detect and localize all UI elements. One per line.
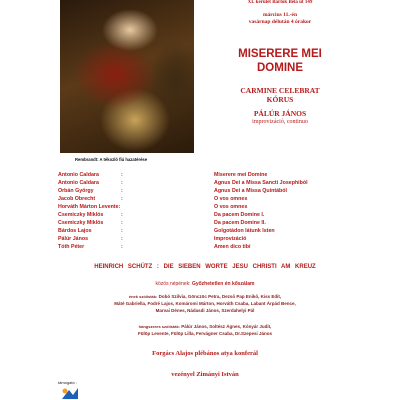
program-separator: : <box>121 188 123 195</box>
program-separator: : <box>121 196 123 203</box>
program-work: Da pacem Domine I. <box>214 212 265 219</box>
program-work: Improvizáció <box>214 236 247 243</box>
program-composer: Csemiczky Miklós <box>58 220 104 227</box>
program-composer: Antonio Caldara <box>58 180 99 187</box>
rembrandt-painting <box>60 0 194 153</box>
program-composer: Orbán György <box>58 188 94 195</box>
program-composer: Bárdos Lajos <box>58 228 92 235</box>
concert-title <box>205 47 355 75</box>
sponsor-logo <box>59 386 81 400</box>
pastor-line: Forgács Alajos plébános atya konferál <box>152 350 258 357</box>
program-work: Agnus Dei a Missa Quintából <box>214 188 287 195</box>
event-datetime <box>205 12 355 26</box>
conductor-line: vezényel Zimányi István <box>171 371 239 378</box>
program-separator: : <box>121 220 123 227</box>
program-work: Da pacem Domine II. <box>214 220 266 227</box>
title-line2: DOMINE <box>257 62 303 74</box>
program-row <box>58 179 358 187</box>
program-work: Agnus Dei a Missa Sancti Josephiból <box>214 180 308 187</box>
vocal-soloists-label: ének szólisták: <box>128 294 158 299</box>
program-row <box>58 227 358 235</box>
common-hymn-prefix: közös népének: <box>155 281 191 287</box>
program-separator: : <box>121 180 123 187</box>
program-separator: : <box>121 172 123 178</box>
instrumental-soloists-label: hangszeres szólisták: <box>138 324 181 329</box>
event-date: március 11.-én <box>262 12 298 18</box>
vocal-soloists-line3: Marvai Dénes, Nádasdi János, Szerdahelyi Pál <box>155 308 255 313</box>
program-row <box>58 211 358 219</box>
program-composer: Pálúr János <box>58 236 89 243</box>
program-work: Amen dico tibi <box>214 244 251 251</box>
performer <box>205 109 355 127</box>
schutz-work-line: HEINRICH SCHÜTZ : DIE SIEBEN WORTE JESU CHRISTI AM KREUZ <box>94 264 316 270</box>
program-row <box>58 187 358 195</box>
choir-line2: KÓRUS <box>266 95 294 104</box>
program-row <box>58 243 358 251</box>
instrumental-soloists <box>60 323 350 337</box>
vocal-soloists-line2: Máté Gabriella, Fodré Lajos, Komáromi Márton, Horváth Csaba, Labant Árpád Bence, <box>114 301 296 306</box>
program-composer: Antonio Caldara <box>58 172 99 178</box>
vocal-soloists <box>60 293 350 314</box>
choir-name <box>205 86 355 104</box>
program-separator: : <box>121 212 123 219</box>
program-separator <box>121 203 214 211</box>
support-label: támogató : <box>58 380 77 385</box>
program-work: Miserere mei Domine <box>214 172 268 178</box>
common-hymn-title: Győzhetetlen én kőszálam <box>191 281 255 287</box>
performer-role: improvizáció, continuo <box>252 119 308 125</box>
painting-caption: Rembrandt: A tékozló fiú hazatérése <box>75 157 148 162</box>
title-line1: MISERERE MEI <box>238 48 322 60</box>
program-separator: : <box>121 236 123 243</box>
program-work: O vos omnes <box>214 196 248 203</box>
instrumental-soloists-line2: Fülöp Levente, Fülöp Lilla, Fervágner Csaba, Dr.Szepesi János <box>137 331 273 336</box>
venue-address: XI. kerület Bartók Béla út 149 <box>247 0 313 5</box>
program-separator: : <box>121 228 123 235</box>
program-row <box>58 203 358 211</box>
program-row <box>58 171 358 179</box>
program-row <box>58 219 358 227</box>
program-work: O vos omnes <box>214 204 248 211</box>
program-list <box>58 171 358 251</box>
performer-name: PÁLÚR JÁNOS <box>253 109 307 118</box>
program-work: Golgotádon látunk Isten <box>214 228 275 235</box>
event-time: vasárnap délután 4 órakor <box>248 19 312 25</box>
vocal-soloists-line1: Dobó Szilvia, Gönczöc Petra, Dezső Pap Enikő, Kiss Edit, <box>158 294 282 299</box>
program-row <box>58 195 358 203</box>
instrumental-soloists-line1: Pálúr János, Soltész Ágnes, Kónyár Judit, <box>181 324 272 329</box>
choir-line1: CARMINE CELEBRAT <box>240 86 320 95</box>
program-composer: Csemiczky Miklós <box>58 212 104 219</box>
common-hymn <box>60 281 350 287</box>
program-row <box>58 235 358 243</box>
program-separator: : <box>121 244 123 251</box>
program-composer: Tóth Péter <box>58 244 85 251</box>
program-composer: Horváth Márton Levente: <box>58 204 121 211</box>
program-composer: Jacob Obrecht <box>58 196 96 203</box>
